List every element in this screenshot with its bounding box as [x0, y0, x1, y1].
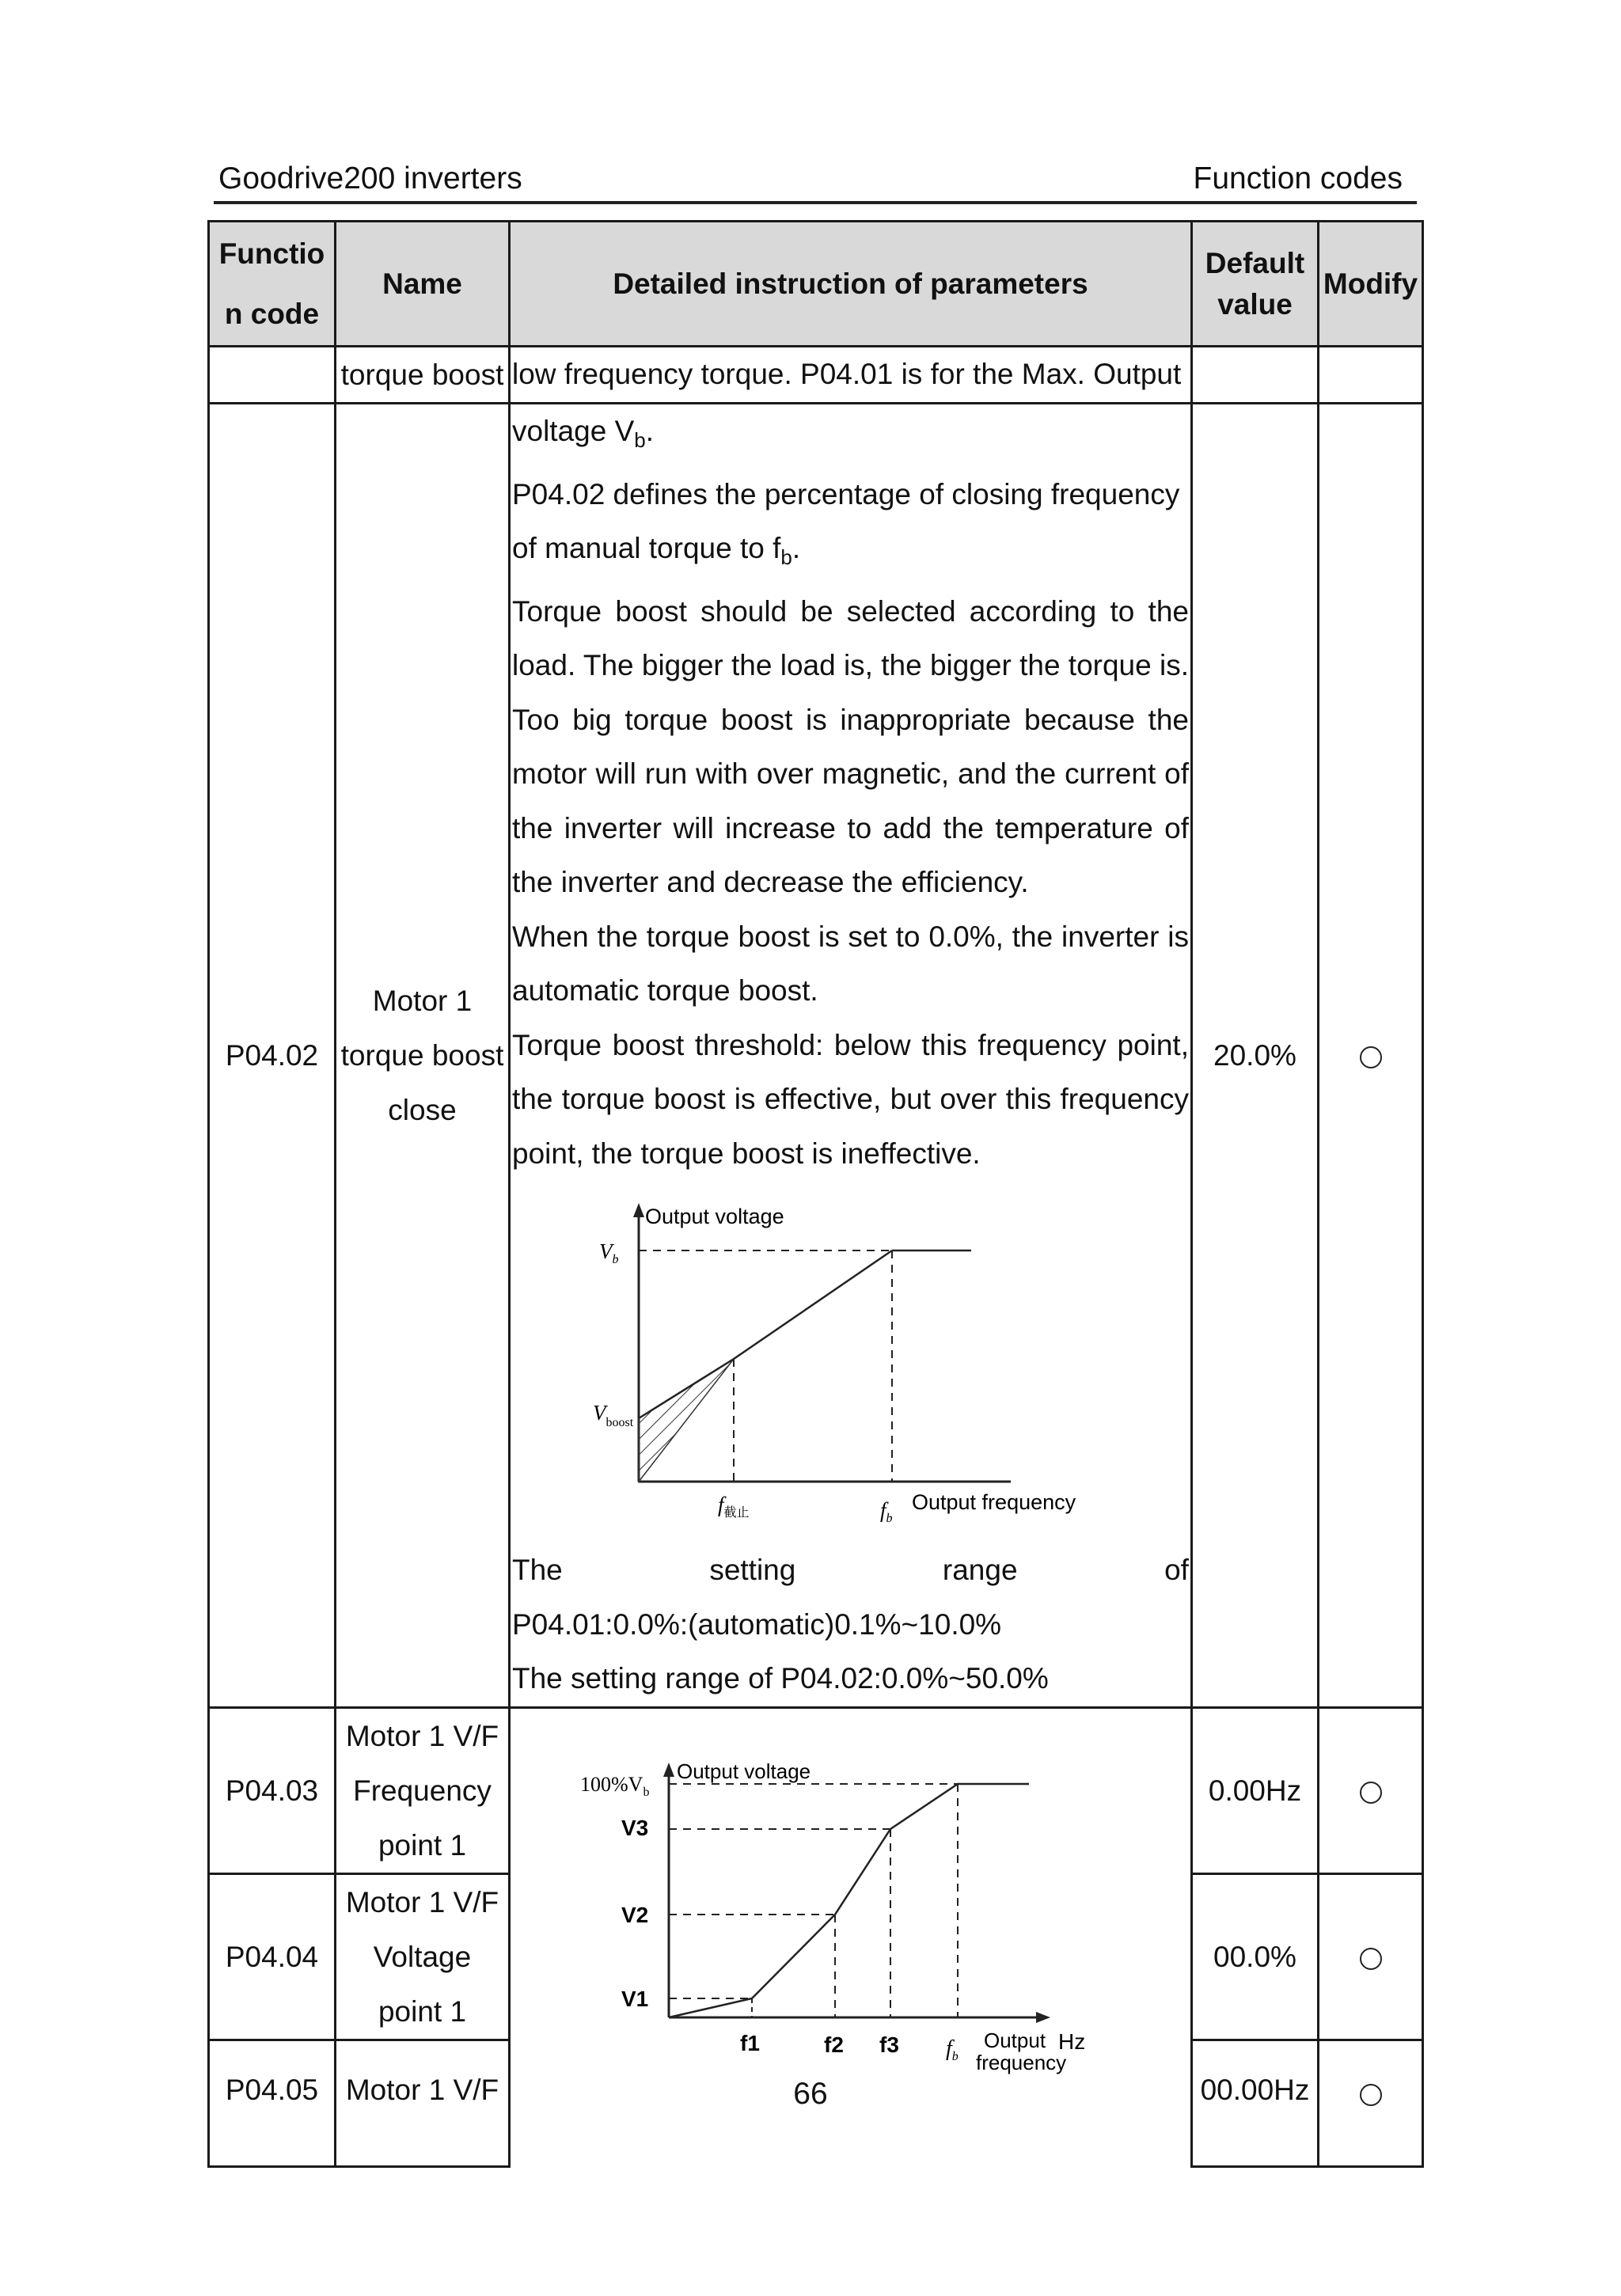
header-rule [214, 201, 1417, 204]
cell-code: P04.04 [209, 1873, 336, 2040]
cell-desc: low frequency torque. P04.01 is for the Max. Output [510, 347, 1192, 404]
chart1-x-title: Output frequency [912, 1490, 1076, 1514]
svg-text:V3: V3 [621, 1815, 649, 1840]
svg-text:fb: $f_b$ [946, 2036, 959, 2063]
svg-text:f截止: $f_{截止}$ [718, 1493, 750, 1520]
modify-circle-icon [1360, 1782, 1382, 1804]
svg-text:frequency: frequency [976, 2050, 1067, 2074]
svg-text:Hz: Hz [1058, 2028, 1086, 2054]
cell-default: 20.0% [1192, 404, 1319, 1708]
header-left: Goodrive200 inverters [218, 161, 522, 195]
col-header-name: Name [336, 222, 510, 347]
cell-modify [1319, 1707, 1423, 1873]
table-row [209, 347, 1423, 404]
svg-text:100%Vb: $100\%V_b$ [580, 1772, 650, 1799]
cell-modify [1319, 1873, 1423, 2040]
cell-code: P04.02 [209, 404, 336, 1708]
torque-boost-chart [568, 1197, 1169, 1537]
cell-name: Motor 1 V/F Frequency point 1 [336, 1707, 510, 1873]
modify-circle-icon [1360, 1948, 1382, 1970]
svg-text:Vboost: $V_{boost}$ [593, 1401, 634, 1429]
svg-text:Output: Output [984, 2028, 1046, 2052]
cell-code: P04.03 [209, 1707, 336, 1873]
range-line-1: The setting range of [512, 1554, 1189, 1586]
cell-name: Motor 1 V/F [336, 2040, 510, 2166]
table-row [209, 404, 1423, 1708]
cell-default: 00.00Hz [1192, 2040, 1319, 2166]
svg-text:Vb: $V_b$ [599, 1239, 619, 1266]
page-number: 66 [793, 2077, 828, 2111]
cell-modify [1319, 404, 1423, 1708]
svg-text:f3: f3 [879, 2032, 899, 2057]
cell-code: P04.05 [209, 2040, 336, 2166]
svg-text:fb: $f_b$ [880, 1498, 893, 1525]
cell-name: torque boost [336, 347, 510, 404]
svg-text:f1: f1 [740, 2030, 760, 2055]
col-header-modify: Modify [1319, 222, 1423, 347]
cell-default: 00.0% [1192, 1873, 1319, 2040]
cell-name: Motor 1 torque boost close [336, 404, 510, 1708]
cell-default: 0.00Hz [1192, 1707, 1319, 1873]
svg-text:V2: V2 [621, 1902, 649, 1927]
chart2-y-title: Output voltage [677, 1759, 811, 1783]
col-header-default: Default value [1192, 222, 1319, 347]
col-header-code: Functio n code [209, 222, 336, 347]
header-right: Function codes [1193, 161, 1403, 195]
table-header-row [209, 222, 1423, 347]
modify-circle-icon [1360, 1046, 1382, 1068]
cell-desc: voltage $V_b$. P04.02 defines the percentage of closing frequency of manual torque to $f_b$. Torque boost should be selected according to the load. The bigger the load is, the bigger the torque is. Too big torque boost is inappropriate because the motor will run with over magnetic, and the current of the inverter will increase to add the temperature of the inverter and decrease the efficiency. When the torque boost is set to 0.0%, the inverter is automatic torque boost. Torque boost threshold: below this frequency point, the torque boost is effective, but over this frequency point, the torque boost is ineffective. Output voltage $V_b$ $V_{boost}$ $f_{截止}$ $f_b$ Output frequency The setting range of P04.01:0.0%:(automatic)0.1%~10.0% The setting range of P04.02:0.0%~50.0% [510, 404, 1192, 1708]
col-header-desc: Detailed instruction of parameters [510, 222, 1192, 347]
table-row [209, 1707, 1423, 1873]
svg-text:V1: V1 [621, 1986, 649, 2011]
chart1-y-title: Output voltage [645, 1205, 784, 1228]
cell-name: Motor 1 V/F Voltage point 1 [336, 1873, 510, 2040]
vf-curve-chart [574, 1756, 1144, 2097]
svg-text:f2: f2 [824, 2032, 844, 2057]
